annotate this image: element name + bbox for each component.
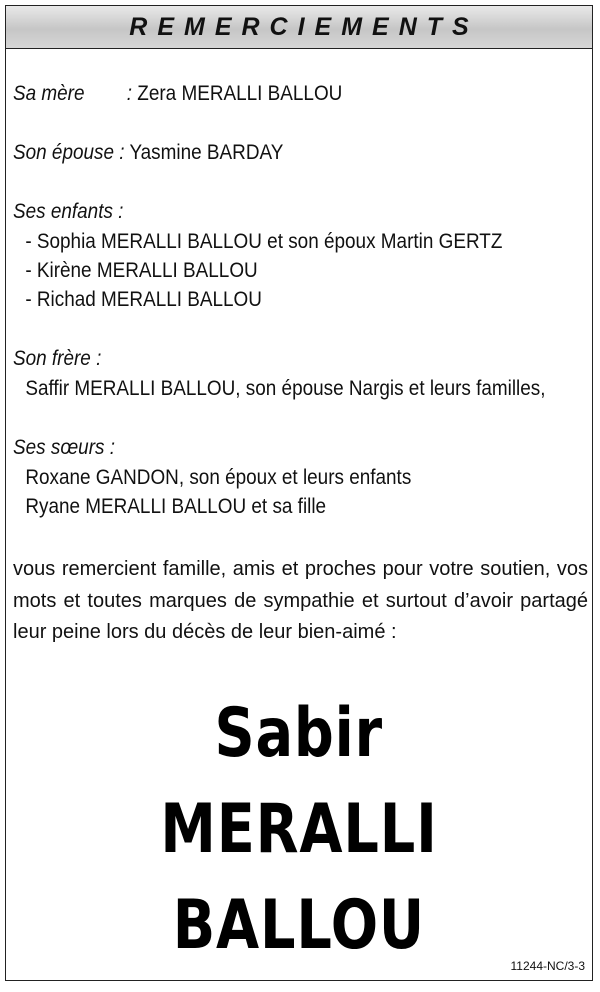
notice-title: REMERCIEMENTS bbox=[129, 12, 479, 41]
deceased-first-name: Sabir bbox=[214, 694, 384, 773]
child-item-1: - Sophia MERALLI BALLOU et son époux Martin GERTZ bbox=[25, 229, 503, 253]
wife-separator: : bbox=[119, 140, 125, 164]
wife-line bbox=[13, 140, 283, 165]
sister-item-2: Ryane MERALLI BALLOU et sa fille bbox=[25, 494, 327, 518]
sisters-label: Ses sœurs : bbox=[13, 435, 115, 459]
child-item-2: - Kirène MERALLI BALLOU bbox=[25, 258, 258, 282]
sister-item-1: Roxane GANDON, son époux et leurs enfants bbox=[25, 465, 412, 489]
wife-label: Son épouse bbox=[13, 140, 114, 164]
notice-frame bbox=[5, 5, 593, 981]
children-label: Ses enfants : bbox=[13, 199, 124, 223]
thanks-message: vous remercient famille, amis et proches pour votre soutien, vos mots et toutes marques de sympathie et surtout d’avoir partagé leur peine lors du décès de leur bien-aimé : bbox=[13, 558, 588, 643]
brother-item-1: Saffir MERALLI BALLOU, son épouse Nargis et leurs familles, bbox=[25, 376, 546, 400]
brother-label: Son frère : bbox=[13, 346, 102, 370]
notice-header bbox=[6, 6, 592, 49]
child-item-3: - Richad MERALLI BALLOU bbox=[25, 287, 262, 311]
wife-name: Yasmine BARDAY bbox=[129, 140, 284, 164]
mother-label: Sa mère bbox=[13, 81, 85, 105]
deceased-last-name-1: MERALLI bbox=[160, 790, 438, 869]
mother-line bbox=[13, 81, 342, 106]
reference-code: 11244-NC/3-3 bbox=[510, 959, 585, 973]
mother-name: Zera MERALLI BALLOU bbox=[137, 81, 343, 105]
deceased-last-name-2: BALLOU bbox=[172, 886, 426, 965]
mother-separator: : bbox=[126, 81, 133, 105]
